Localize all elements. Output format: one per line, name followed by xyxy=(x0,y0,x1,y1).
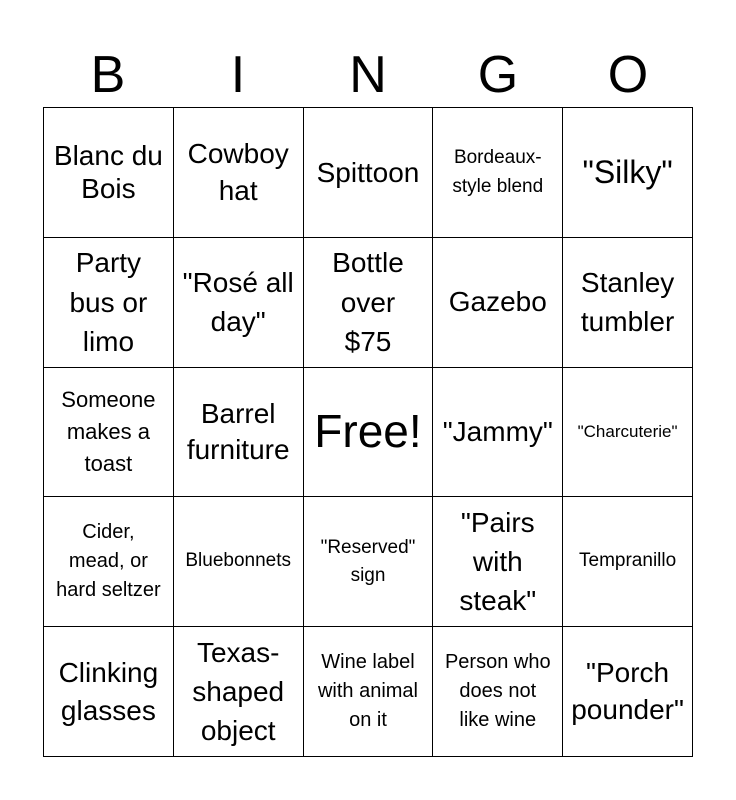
bingo-cell[interactable] xyxy=(433,368,563,498)
bingo-cell[interactable] xyxy=(174,238,304,368)
bingo-cell[interactable] xyxy=(433,108,563,238)
bingo-header xyxy=(43,45,693,105)
bingo-cell[interactable] xyxy=(174,497,304,627)
cell-text: Stanley tumbler xyxy=(580,267,675,338)
bingo-board xyxy=(43,107,693,757)
header-letter-n: N xyxy=(349,46,387,104)
cell-text: Person who does not like wine xyxy=(444,651,551,732)
bingo-cell[interactable] xyxy=(44,238,174,368)
header-letter-o: O xyxy=(607,46,649,104)
bingo-cell[interactable] xyxy=(174,368,304,498)
bingo-cell[interactable] xyxy=(44,108,174,238)
cell-text: Wine label with animal on it xyxy=(317,651,418,732)
cell-text: "Rosé all day" xyxy=(182,267,294,338)
header-letter-b: B xyxy=(90,46,126,104)
cell-text: Barrel furniture xyxy=(186,397,290,465)
cell-text: Gazebo xyxy=(448,286,547,318)
cell-text: Cider, mead, or hard seltzer xyxy=(56,521,161,602)
bingo-cell[interactable] xyxy=(44,497,174,627)
cell-text: Someone makes a toast xyxy=(61,387,156,476)
bingo-cell[interactable] xyxy=(174,627,304,757)
bingo-cell[interactable] xyxy=(304,108,434,238)
bingo-cell[interactable] xyxy=(44,368,174,498)
bingo-cell[interactable] xyxy=(563,238,693,368)
cell-text: Bordeaux-style blend xyxy=(452,146,544,198)
cell-text: "Pairs with steak" xyxy=(459,507,537,617)
header-letter-i: I xyxy=(230,46,246,104)
cell-text: Clinking glasses xyxy=(58,656,159,726)
cell-text: Bluebonnets xyxy=(185,550,292,572)
bingo-cell[interactable] xyxy=(433,238,563,368)
bingo-cell[interactable] xyxy=(563,368,693,498)
cell-text: "Porch pounder" xyxy=(571,657,684,725)
bingo-cell[interactable] xyxy=(433,627,563,757)
cell-text: "Charcuterie" xyxy=(577,421,678,441)
cell-text: Texas-shaped object xyxy=(192,636,285,747)
cell-text: "Reserved" sign xyxy=(320,537,416,586)
bingo-cell[interactable] xyxy=(304,368,434,498)
bingo-cell[interactable] xyxy=(174,108,304,238)
bingo-cell[interactable] xyxy=(563,497,693,627)
cell-text: Blanc du Bois xyxy=(53,139,163,205)
bingo-cell[interactable] xyxy=(563,627,693,757)
bingo-cell[interactable] xyxy=(304,238,434,368)
bingo-cell[interactable] xyxy=(433,497,563,627)
cell-text: Spittoon xyxy=(316,156,420,188)
bingo-cell[interactable] xyxy=(304,497,434,627)
cell-text: Cowboy hat xyxy=(187,137,289,207)
cell-text: Free! xyxy=(314,405,422,458)
cell-text: "Silky" xyxy=(582,154,673,191)
bingo-cell[interactable] xyxy=(563,108,693,238)
cell-text: "Jammy" xyxy=(442,416,553,448)
cell-text: Party bus or limo xyxy=(69,247,148,357)
header-letter-g: G xyxy=(477,46,519,104)
bingo-cell[interactable] xyxy=(304,627,434,757)
cell-text: Bottle over $75 xyxy=(332,247,404,357)
bingo-cell[interactable] xyxy=(44,627,174,757)
cell-text: Tempranillo xyxy=(579,550,677,572)
